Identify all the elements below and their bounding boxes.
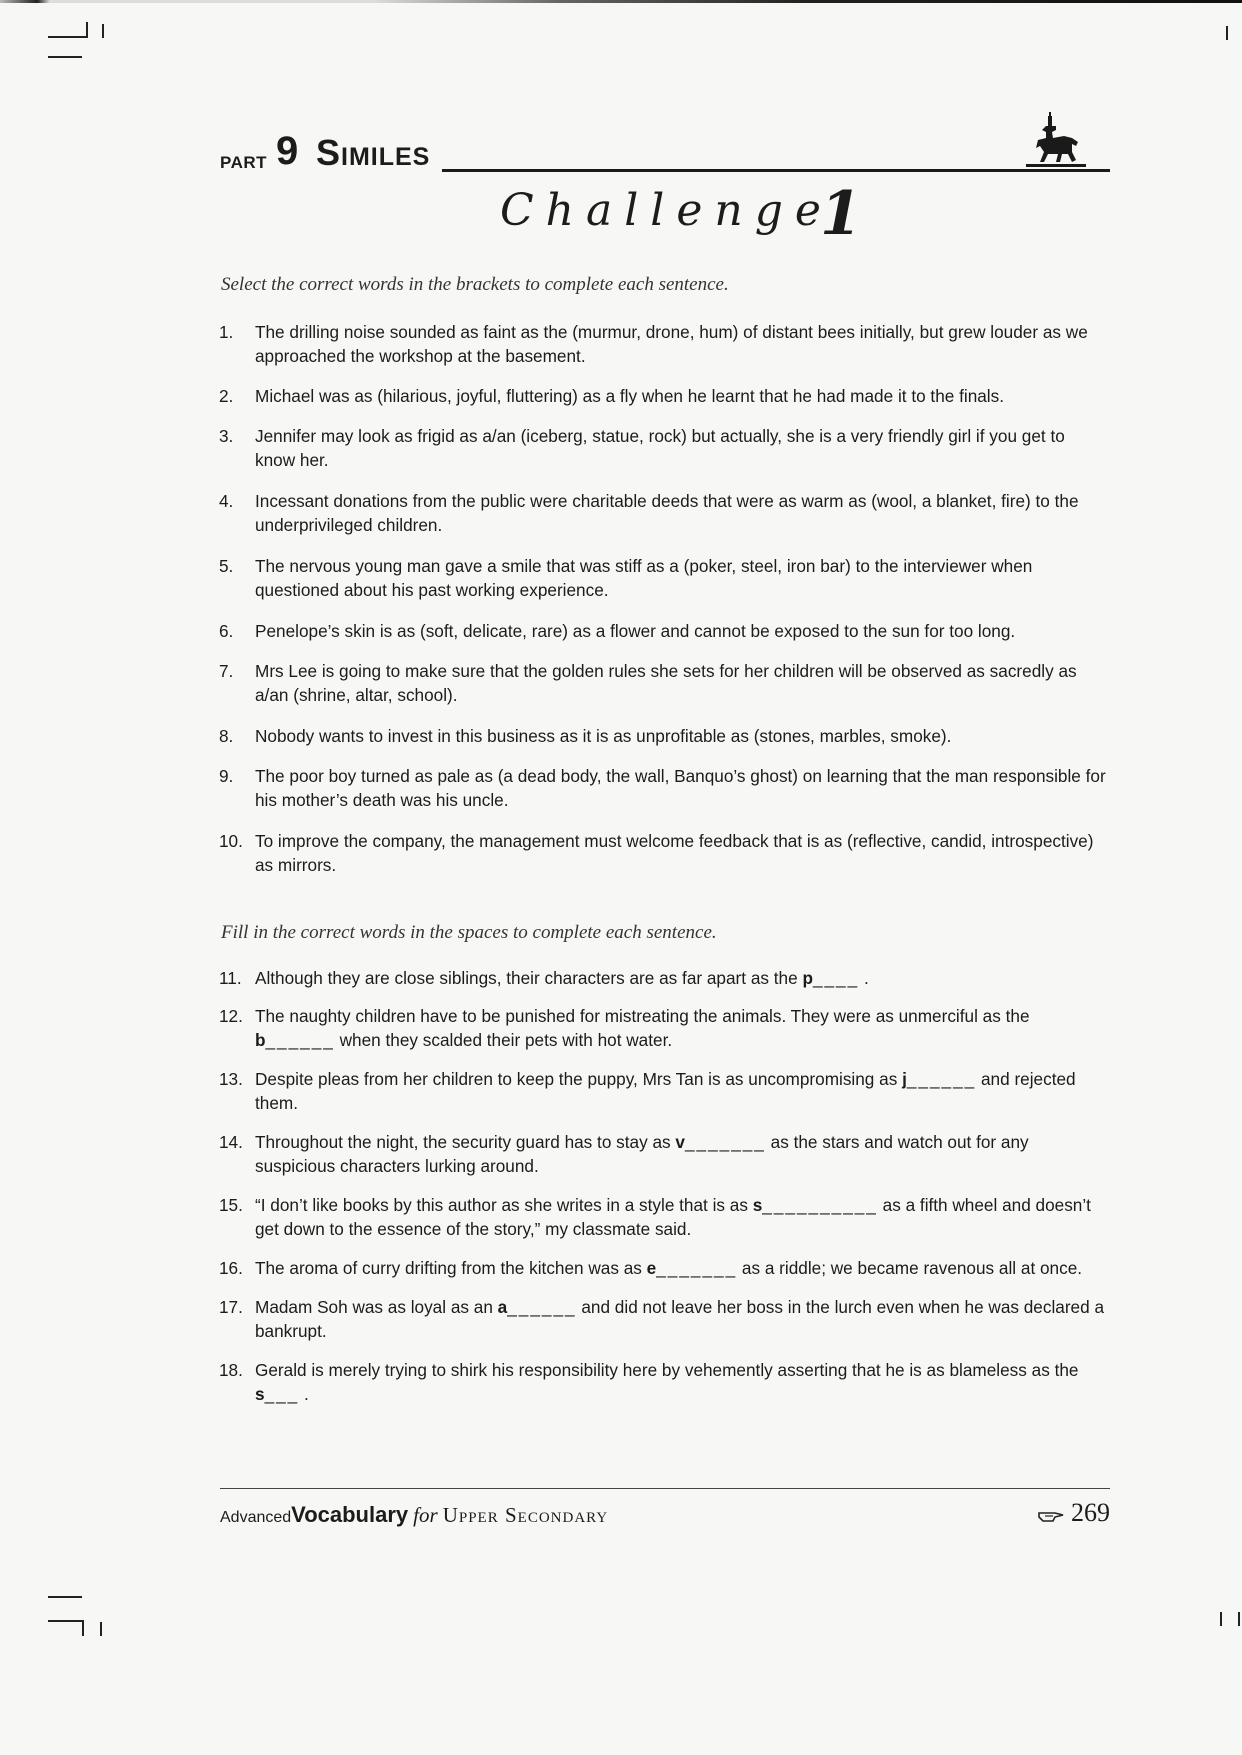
- question-item: [219, 1067, 1109, 1115]
- crop-mark: [102, 24, 104, 38]
- answer-first-letter: b: [255, 1030, 266, 1050]
- question-text: Throughout the night, the security guard has to stay as: [255, 1132, 676, 1152]
- answer-blank: ____: [812, 968, 860, 988]
- knight-on-horse-icon: [1026, 112, 1086, 170]
- answer-blank: _______: [684, 1132, 766, 1152]
- question-text-end: as a riddle; we became ravenous all at once.: [741, 1258, 1083, 1278]
- crop-mark: [100, 1622, 102, 1636]
- question-number: 7.: [219, 661, 234, 681]
- question-text: Although they are close siblings, their characters are as far apart as the: [255, 968, 803, 988]
- question-text: To improve the company, the management must welcome feedback that is as (reflective, candid, introspective) as mirrors.: [255, 831, 1094, 875]
- question-number: 2.: [219, 386, 234, 406]
- question-item: [219, 554, 1109, 602]
- question-text: Penelope’s skin is as (soft, delicate, rare) as a flower and cannot be exposed to the sun for too long.: [255, 621, 1016, 641]
- question-item: [219, 1193, 1109, 1241]
- question-number: 6.: [219, 621, 234, 641]
- question-item: [219, 1295, 1109, 1343]
- question-number: 11.: [219, 968, 242, 988]
- question-text-end: and rejected them.: [255, 1069, 1076, 1113]
- question-item: [219, 1358, 1109, 1406]
- question-item: [219, 489, 1109, 537]
- question-item: [219, 764, 1109, 812]
- challenge-word: Challenge: [500, 185, 833, 236]
- question-number: 4.: [219, 491, 234, 511]
- question-text: Michael was as (hilarious, joyful, fluttering) as a fly when he learnt that he had made it to the finals.: [255, 386, 1004, 406]
- crop-mark: [48, 36, 86, 38]
- question-number: 15.: [219, 1195, 243, 1215]
- question-item: [219, 320, 1109, 368]
- crop-mark: [1238, 1612, 1240, 1626]
- question-number: 5.: [219, 556, 234, 576]
- question-item: [219, 424, 1109, 472]
- answer-blank: ______: [507, 1297, 577, 1317]
- question-text: Gerald is merely trying to shirk his responsibility here by vehemently asserting that he is as blameless as the: [255, 1360, 1079, 1380]
- question-item: [219, 659, 1109, 707]
- answer-blank: ______: [906, 1069, 977, 1089]
- question-number: 12.: [219, 1006, 243, 1026]
- book-title-for: for: [413, 1503, 438, 1527]
- question-number: 1.: [219, 322, 234, 342]
- part-header: [220, 118, 1110, 178]
- header-rule: [442, 169, 1110, 172]
- answer-blank: _______: [656, 1258, 738, 1278]
- section1-question-list: [219, 320, 1109, 893]
- answer-first-letter: s: [752, 1195, 763, 1215]
- crop-mark: [1226, 26, 1228, 40]
- question-item: [219, 384, 1109, 408]
- book-title-level: Upper Secondary: [442, 1503, 609, 1527]
- question-text-end: and did not leave her boss in the lurch even when he was declared a bankrupt.: [255, 1297, 1105, 1341]
- question-number: 3.: [219, 426, 234, 446]
- book-title-vocabulary: Vocabulary: [291, 1502, 409, 1527]
- question-text: Nobody wants to invest in this business as it is as unprofitable as (stones, marbles, smoke).: [255, 726, 952, 746]
- question-text: The nervous young man gave a smile that was stiff as a (poker, steel, iron bar) to the interviewer when questioned about his past working experience.: [255, 556, 1033, 600]
- question-text-end: .: [304, 1384, 309, 1404]
- question-text: The poor boy turned as pale as (a dead body, the wall, Banquo’s ghost) on learning that the man responsible for his mother’s death was his uncle.: [255, 766, 1106, 810]
- part-label: PART: [220, 153, 268, 172]
- question-text: Madam Soh was as loyal as an: [255, 1297, 498, 1317]
- challenge-number: 1: [820, 179, 862, 249]
- question-item: [219, 1130, 1109, 1178]
- crop-mark: [48, 1620, 82, 1622]
- part-title: Similes: [316, 132, 431, 173]
- question-text: Incessant donations from the public were charitable deeds that were as warm as (wool, a blanket, fire) to the underprivileged children.: [255, 491, 1079, 535]
- answer-blank: ___: [264, 1384, 300, 1404]
- question-text-end: as the stars and watch out for any suspicious characters lurking around.: [255, 1132, 1029, 1176]
- question-item: [219, 829, 1109, 877]
- answer-blank: __________: [762, 1195, 878, 1215]
- answer-first-letter: v: [675, 1132, 685, 1152]
- answer-blank: ______: [265, 1030, 335, 1050]
- crop-mark: [48, 56, 82, 58]
- pointing-hand-icon: [1037, 1507, 1067, 1523]
- question-number: 13.: [219, 1069, 243, 1089]
- question-number: 16.: [219, 1258, 243, 1278]
- crop-mark: [82, 1620, 84, 1636]
- question-number: 8.: [219, 726, 234, 746]
- part-number: 9: [276, 129, 299, 173]
- question-item: [219, 1256, 1109, 1280]
- book-title: [220, 1502, 608, 1528]
- section1-instruction: Select the correct words in the brackets to complete each sentence.: [221, 274, 729, 295]
- page-number-block: [1037, 1498, 1110, 1528]
- answer-first-letter: p: [802, 968, 813, 988]
- question-item: [219, 1004, 1109, 1052]
- crop-mark: [1220, 1612, 1222, 1626]
- crop-mark: [86, 22, 88, 38]
- challenge-title: [500, 179, 880, 265]
- question-text-end: when they scalded their pets with hot water.: [339, 1030, 673, 1050]
- book-title-advanced: Advanced: [220, 1509, 292, 1526]
- section2-instruction: Fill in the correct words in the spaces to complete each sentence.: [221, 922, 717, 943]
- answer-first-letter: j: [902, 1069, 907, 1089]
- page-footer: [220, 1488, 1110, 1538]
- section2-question-list: [219, 966, 1109, 1421]
- question-text: Jennifer may look as frigid as a/an (iceberg, statue, rock) but actually, she is a very friendly girl if you get to know her.: [255, 426, 1065, 470]
- page-number: 269: [1071, 1498, 1110, 1527]
- question-number: 14.: [219, 1132, 243, 1152]
- scan-top-edge: [0, 0, 1242, 3]
- question-text: Mrs Lee is going to make sure that the golden rules she sets for her children will be observed as sacredly as a/an (shrine, altar, school).: [255, 661, 1077, 705]
- question-text: The drilling noise sounded as faint as the (murmur, drone, hum) of distant bees initially, but grew louder as we approached the workshop at the basement.: [255, 322, 1088, 366]
- question-item: [219, 724, 1109, 748]
- question-text: Despite pleas from her children to keep the puppy, Mrs Tan is as uncompromising as: [255, 1069, 903, 1089]
- question-item: [219, 619, 1109, 643]
- question-text: The aroma of curry drifting from the kitchen was as: [255, 1258, 647, 1278]
- answer-first-letter: a: [497, 1297, 508, 1317]
- question-number: 10.: [219, 831, 243, 851]
- crop-mark: [48, 1596, 82, 1598]
- answer-first-letter: s: [255, 1384, 265, 1404]
- question-text: The naughty children have to be punished for mistreating the animals. They were as unmerciful as the: [255, 1006, 1030, 1026]
- question-number: 17.: [219, 1297, 243, 1317]
- question-text-end: as a fifth wheel and doesn’t get down to the essence of the story,” my classmate said.: [255, 1195, 1091, 1239]
- question-text-end: .: [863, 968, 869, 988]
- question-item: [219, 966, 1109, 990]
- question-number: 18.: [219, 1360, 243, 1380]
- question-text: “I don’t like books by this author as she writes in a style that is as: [255, 1195, 753, 1215]
- footer-rule: [220, 1488, 1110, 1489]
- question-number: 9.: [219, 766, 234, 786]
- answer-first-letter: e: [646, 1258, 657, 1278]
